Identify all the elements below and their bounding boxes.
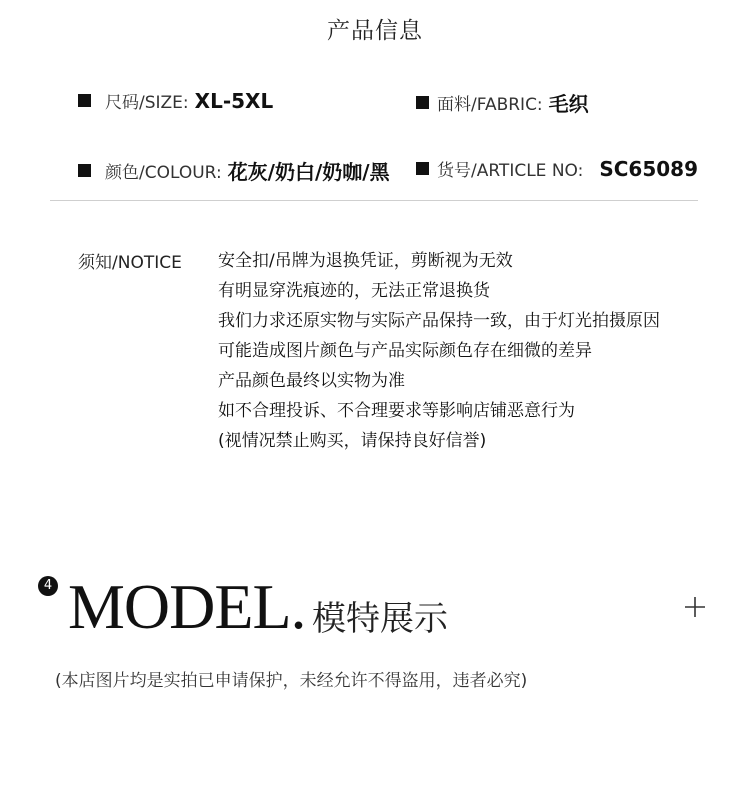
- spec-colour-label: 颜色/COLOUR:: [105, 163, 222, 183]
- disclaimer-text: (本店图片均是实拍已申请保护，未经允许不得盗用，违者必究): [55, 671, 528, 691]
- spec-size-value: XL-5XL: [194, 88, 274, 113]
- notice-line: 有明显穿洗痕迹的，无法正常退换货: [218, 281, 490, 301]
- notice-line: 如不合理投诉、不合理要求等影响店铺恶意行为: [218, 401, 575, 421]
- section-number-badge: 4: [38, 576, 58, 596]
- model-heading-cn: 模特展示: [312, 599, 448, 639]
- spec-article-label: 货号/ARTICLE NO:: [437, 161, 584, 181]
- square-bullet-icon: [416, 162, 429, 175]
- spec-size-label: 尺码/SIZE:: [105, 93, 189, 113]
- spec-colour-value: 花灰/奶白/奶咖/黑: [227, 160, 390, 184]
- spec-fabric: [416, 88, 589, 117]
- notice-line: 可能造成图片颜色与产品实际颜色存在细微的差异: [218, 341, 592, 361]
- model-heading: MODEL.: [68, 571, 306, 642]
- spec-article: [416, 156, 698, 181]
- notice-line: 我们力求还原实物与实际产品保持一致，由于灯光拍摄原因: [218, 311, 660, 331]
- square-bullet-icon: [78, 164, 91, 177]
- notice-label: 须知/NOTICE: [78, 253, 182, 273]
- section-title: 产品信息: [327, 18, 423, 44]
- divider: [50, 200, 698, 201]
- spec-fabric-label: 面料/FABRIC:: [437, 95, 543, 115]
- square-bullet-icon: [78, 94, 91, 107]
- spec-article-value: SC65089: [599, 156, 699, 181]
- notice-line: 产品颜色最终以实物为准: [218, 371, 405, 391]
- plus-icon[interactable]: [684, 594, 706, 624]
- spec-fabric-value: 毛织: [548, 92, 589, 116]
- notice-list: [218, 246, 660, 456]
- plus-icon-graphic: [684, 596, 706, 618]
- spec-colour: [78, 156, 390, 185]
- square-bullet-icon: [416, 96, 429, 109]
- spec-size: [78, 88, 273, 113]
- notice-line: (视情况禁止购买，请保持良好信誉): [218, 431, 487, 451]
- notice-line: 安全扣/吊牌为退换凭证，剪断视为无效: [218, 251, 513, 271]
